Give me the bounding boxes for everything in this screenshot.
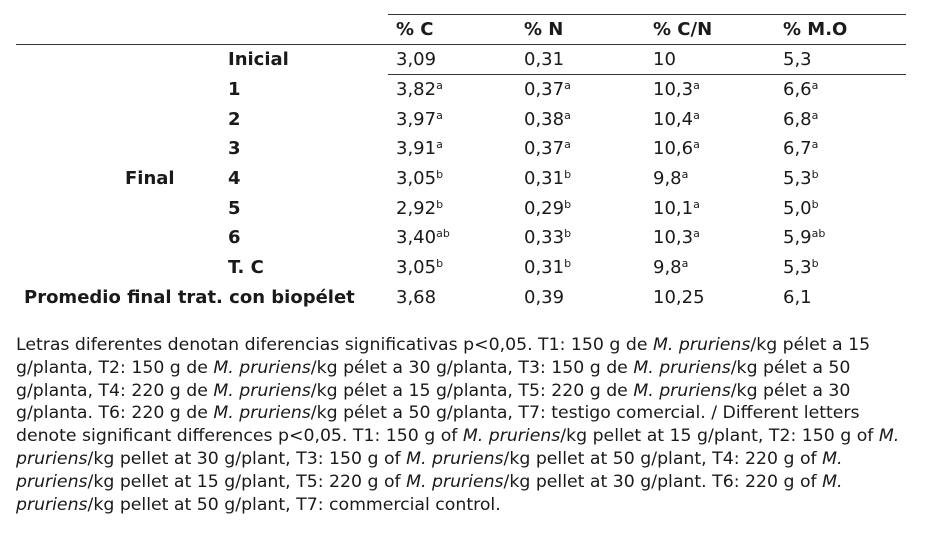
cell-value: 6,6	[783, 79, 812, 100]
row-label: Promedio final trat. con biopélet	[24, 287, 355, 308]
significance-letter: a	[681, 168, 689, 181]
significance-letter: a	[564, 109, 571, 122]
cell-value: 5,0	[783, 198, 812, 219]
table-cell	[396, 257, 443, 279]
row-label: 5	[228, 198, 241, 219]
cell-value: 2,92	[396, 198, 437, 219]
significance-letter: ab	[811, 227, 826, 240]
header-rule	[16, 44, 906, 45]
table-cell	[653, 79, 700, 101]
cell-value: 3,40	[396, 227, 437, 248]
table-cell	[783, 109, 818, 131]
species-name: M. pruriens	[633, 357, 731, 378]
footnote-text: /kg pélet a 50 g/planta, T4: 220 g de	[16, 357, 851, 401]
footnote-text: /kg pellet at 50 g/plant, T4: 220 g of	[503, 448, 823, 469]
footnote-text: /kg pélet a 15 g/planta, T2: 150 g de	[16, 335, 871, 378]
cell-value: 6,7	[783, 138, 812, 159]
cell-value: 10,1	[653, 198, 694, 219]
row-label: Inicial	[228, 49, 289, 70]
cell-value: 9,8	[653, 257, 682, 278]
table-cell	[653, 257, 688, 279]
significance-letter: a	[811, 138, 819, 151]
table-cell	[396, 109, 443, 131]
significance-letter: a	[436, 79, 443, 92]
cell-value: 3,68	[396, 287, 437, 308]
table-cell	[524, 79, 571, 101]
cell-value: 3,05	[396, 168, 437, 189]
species-name: M. pruriens	[213, 403, 311, 424]
cell-value: 0,31	[524, 168, 565, 189]
cell-value: 0,33	[524, 227, 565, 248]
row-label: 1	[228, 79, 241, 100]
significance-letter: a	[693, 198, 700, 211]
row-label: T. C	[228, 257, 264, 278]
footnote-text: /kg pélet a 30 g/planta, T3: 150 g de	[310, 357, 634, 378]
table-cell	[524, 138, 571, 160]
table-cell	[783, 168, 819, 190]
cell-value: 9,8	[653, 168, 682, 189]
row-label: 4	[228, 168, 241, 189]
row-label: 6	[228, 227, 241, 248]
significance-letter: b	[811, 257, 819, 270]
cell-value: 3,97	[396, 109, 437, 130]
species-name: M. pruriens	[652, 335, 751, 355]
table-cell	[524, 109, 571, 131]
species-name: M. pruriens	[16, 471, 843, 515]
row-label: 2	[228, 109, 241, 130]
significance-letter: a	[693, 79, 700, 92]
table-cell	[783, 198, 819, 220]
cell-value: 10	[653, 49, 676, 70]
table-cell	[653, 138, 700, 160]
significance-letter: b	[564, 227, 572, 240]
significance-letter: b	[564, 257, 572, 270]
species-name: M. pruriens	[213, 357, 311, 378]
table-cell	[524, 227, 571, 249]
cell-value: 5,9	[783, 227, 812, 248]
table-cell	[396, 287, 436, 309]
significance-letter: b	[564, 168, 572, 181]
significance-letter: b	[436, 198, 444, 211]
cell-value: 0,37	[524, 138, 565, 159]
significance-letter: b	[436, 168, 444, 181]
header-mo: % M.O	[783, 19, 848, 40]
species-name: M. pruriens	[406, 471, 504, 492]
table-cell	[653, 198, 700, 220]
table-cell	[783, 49, 812, 71]
footnote-text: /kg pellet at 15 g/plant, T2: 150 g of	[560, 426, 879, 447]
table-cell	[524, 198, 571, 220]
footnote-text: /kg pélet a 30 g/planta. T6: 220 g de	[16, 380, 851, 424]
species-name: M. pruriens	[406, 448, 504, 469]
cell-value: 6,1	[783, 287, 812, 308]
cell-value: 10,25	[653, 287, 705, 308]
table-cell	[524, 49, 564, 71]
table-cell	[396, 138, 443, 160]
cell-value: 3,82	[396, 79, 437, 100]
header-cn: % C/N	[653, 19, 713, 40]
table-cell	[783, 138, 818, 160]
table-cell	[524, 168, 571, 190]
species-name: M. pruriens	[16, 426, 900, 469]
footnote-text: Letras diferentes denotan diferencias significativas p<0,05. T1: 150 g de	[16, 335, 653, 355]
top-rule	[388, 14, 906, 15]
table-cell	[524, 287, 564, 309]
table-cell	[653, 287, 705, 309]
species-name: M. pruriens	[213, 380, 311, 401]
header-n: % N	[524, 19, 564, 40]
cell-value: 10,4	[653, 109, 694, 130]
significance-letter: a	[693, 109, 700, 122]
cell-value: 0,31	[524, 257, 565, 278]
significance-letter: a	[811, 79, 819, 92]
species-name: M. pruriens	[633, 380, 731, 401]
significance-letter: b	[811, 168, 819, 181]
cell-value: 3,09	[396, 49, 437, 70]
footnote-text: /kg pellet at 30 g/plant, T3: 150 g of	[87, 448, 407, 469]
significance-letter: b	[811, 198, 819, 211]
table-footnote	[16, 334, 911, 516]
footnote-text: /kg pellet at 15 g/plant, T5: 220 g of	[87, 471, 407, 492]
table-cell	[396, 227, 450, 249]
table-cell	[396, 168, 443, 190]
table-cell	[783, 257, 819, 279]
cell-value: 0,29	[524, 198, 565, 219]
cell-value: 5,3	[783, 49, 812, 70]
inicial-rule	[388, 74, 906, 75]
cell-value: 0,39	[524, 287, 565, 308]
table-cell	[783, 79, 818, 101]
significance-letter: ab	[436, 227, 450, 240]
footnote-text: /kg pellet at 30 g/plant. T6: 220 g of	[503, 471, 823, 492]
table-cell	[783, 287, 812, 309]
significance-letter: b	[436, 257, 444, 270]
table-cell	[396, 198, 443, 220]
cell-value: 10,3	[653, 79, 694, 100]
group-label-final: Final	[125, 168, 175, 189]
cell-value: 6,8	[783, 109, 812, 130]
significance-letter: a	[811, 109, 819, 122]
table-cell	[524, 257, 571, 279]
footnote-text: /kg pélet a 50 g/planta, T7: testigo comercial. / Different letters denote significant differences p<0,05. T1: 150 g of	[16, 403, 860, 447]
significance-letter: a	[436, 109, 443, 122]
species-name: M. pruriens	[462, 426, 561, 447]
cell-value: 10,6	[653, 138, 694, 159]
significance-letter: a	[564, 79, 571, 92]
significance-letter: a	[564, 138, 571, 151]
table-cell	[653, 109, 700, 131]
table-cell	[396, 49, 436, 71]
cell-value: 3,05	[396, 257, 437, 278]
significance-letter: a	[436, 138, 443, 151]
cell-value: 5,3	[783, 168, 812, 189]
cell-value: 0,31	[524, 49, 565, 70]
footnote-text: /kg pellet at 50 g/plant, T7: commercial control.	[87, 494, 501, 515]
table-cell	[653, 168, 688, 190]
cell-value: 0,37	[524, 79, 565, 100]
cell-value: 3,91	[396, 138, 437, 159]
cell-value: 5,3	[783, 257, 812, 278]
significance-letter: a	[693, 227, 700, 240]
row-label: 3	[228, 138, 241, 159]
table-cell	[783, 227, 825, 249]
table-cell	[653, 49, 676, 71]
cell-value: 10,3	[653, 227, 694, 248]
header-c: % C	[396, 19, 434, 40]
significance-letter: a	[693, 138, 700, 151]
significance-letter: b	[564, 198, 572, 211]
species-name: M. pruriens	[16, 448, 843, 492]
significance-letter: a	[681, 257, 689, 270]
footnote-text: /kg pélet a 15 g/planta, T5: 220 g de	[310, 380, 634, 401]
table-cell	[653, 227, 700, 249]
cell-value: 0,38	[524, 109, 565, 130]
table-cell	[396, 79, 443, 101]
